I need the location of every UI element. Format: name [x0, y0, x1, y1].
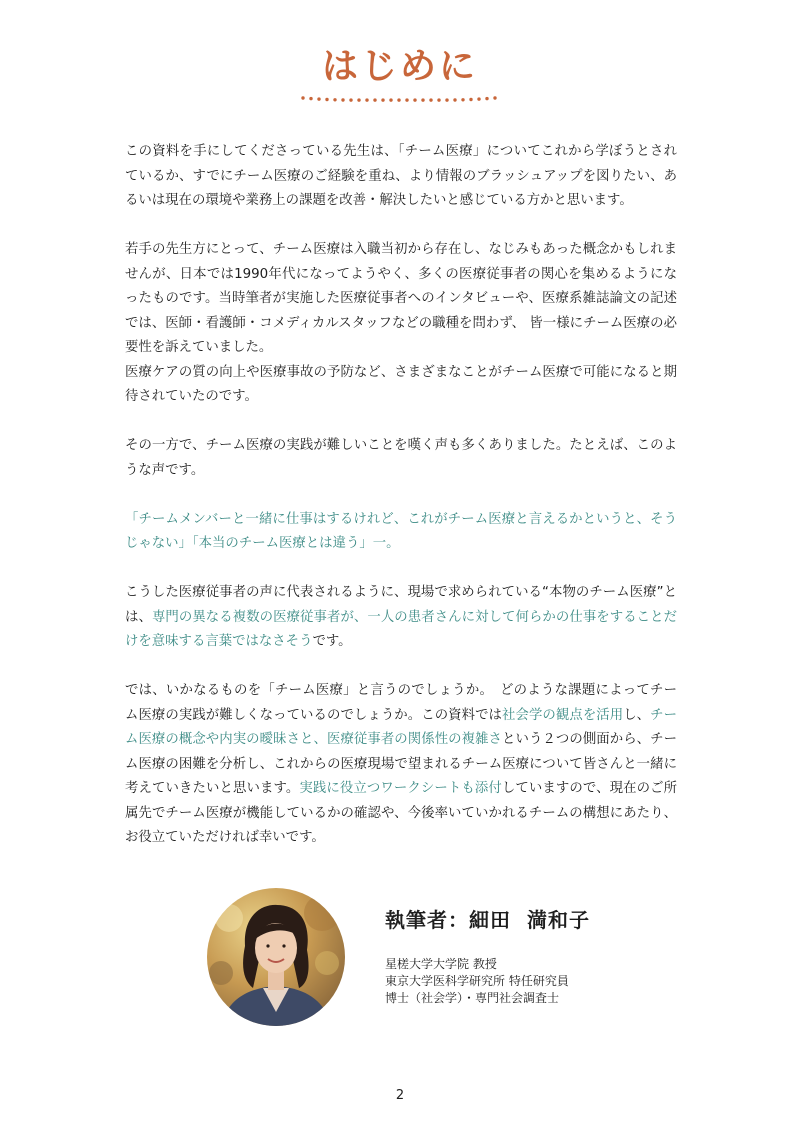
page-number: 2: [395, 1088, 405, 1103]
body-text: では、いかなるものを「チーム医療」と言うのでしょうか。 どのような課題によってチーム医療の実践が難しくなっているのでしょうか。この資料では: [125, 683, 677, 723]
highlighted-text: 社会学の観点を活用: [502, 707, 624, 723]
author-label: 執筆者：細田: [385, 908, 511, 932]
paragraph: [125, 238, 677, 361]
paragraph: [125, 434, 677, 483]
author-affiliations: [385, 956, 569, 1007]
page-title: はじめに: [321, 46, 478, 87]
affiliation-line: 博士（社会学）・専門社会調査士: [385, 991, 560, 1005]
body-text: という２つの側面から、チーム医療の困難を分析し、これからの医療現場で望まれるチーム医療について皆さんと一緒に考えていきたいと思います。: [125, 732, 678, 796]
highlighted-text: 「チームメンバーと一緒に仕事はするけれど、これがチーム医療と言えるかというと、そうじゃない」「本当のチーム医療とは違う」一。: [125, 511, 677, 551]
body-text: していますので、現在のご所属先でチーム医療が機能しているかの確認や、今後率いていかれるチームの構想にあたり、お役立ていただければ幸いです。: [125, 781, 678, 845]
author-given-name: 満和子: [527, 908, 590, 932]
paragraph: [125, 679, 677, 851]
body-text: この資料を手にしてくださっている先生は、「チーム医療」についてこれから学ぼうとされているか、すでにチーム医療のご経験を重ね、より情報のブラッシュアップを図りたい、あるいは現在の環境や業務上の課題を改善・解決したいと感じている方かと思います。: [125, 144, 677, 208]
author-block: [207, 888, 627, 1028]
author-photo: [207, 888, 345, 1026]
paragraph: [125, 581, 677, 655]
body-text: です。: [312, 634, 352, 649]
intro-body: [125, 140, 677, 875]
highlighted-text: 専門の異なる複数の医療従事者が、一人の患者さんに対して何らかの仕事をすることだけを意味する言葉ではなさそう: [125, 609, 678, 649]
highlighted-text: 実践に役立つワークシートも添付: [299, 781, 502, 796]
paragraph: [125, 361, 677, 410]
body-text: し、: [623, 707, 651, 723]
affiliation-line: 東京大学医科学研究所 特任研究員: [385, 974, 569, 988]
paragraph: [125, 508, 677, 557]
body-text: こうした医療従事者の声に代表されるように、現場で求められている“本物のチーム医療”とは、: [125, 585, 677, 625]
affiliation-line: 星槎大学大学院 教授: [385, 957, 497, 971]
body-text: 医療ケアの質の向上や医療事故の予防など、さまざまなことがチーム医療で可能になると期待されていたのです。: [125, 364, 677, 404]
title-dotted-underline: [300, 94, 500, 102]
paragraph: [125, 140, 677, 214]
highlighted-text: チーム医療の概念や内実の曖昧さと、医療従事者の関係性の複雑さ: [125, 707, 678, 747]
author-name: [385, 904, 590, 933]
body-text: その一方で、チーム医療の実践が難しいことを嘆く声も多くありました。たとえば、このような声です。: [125, 438, 677, 478]
body-text: 若手の先生方にとって、チーム医療は入職当初から存在し、なじみもあった概念かもしれませんが、日本では1990年代になってようやく、多くの医療従事者の関心を集めるようになったものです。当時筆者が実施した医療従事者へのインタビューや、医療系雑誌論文の記述では、医師・看護師・コメディカルスタッフなどの職種を問わず、 皆一様にチーム医療の必要性を訴えていました。: [125, 242, 677, 355]
